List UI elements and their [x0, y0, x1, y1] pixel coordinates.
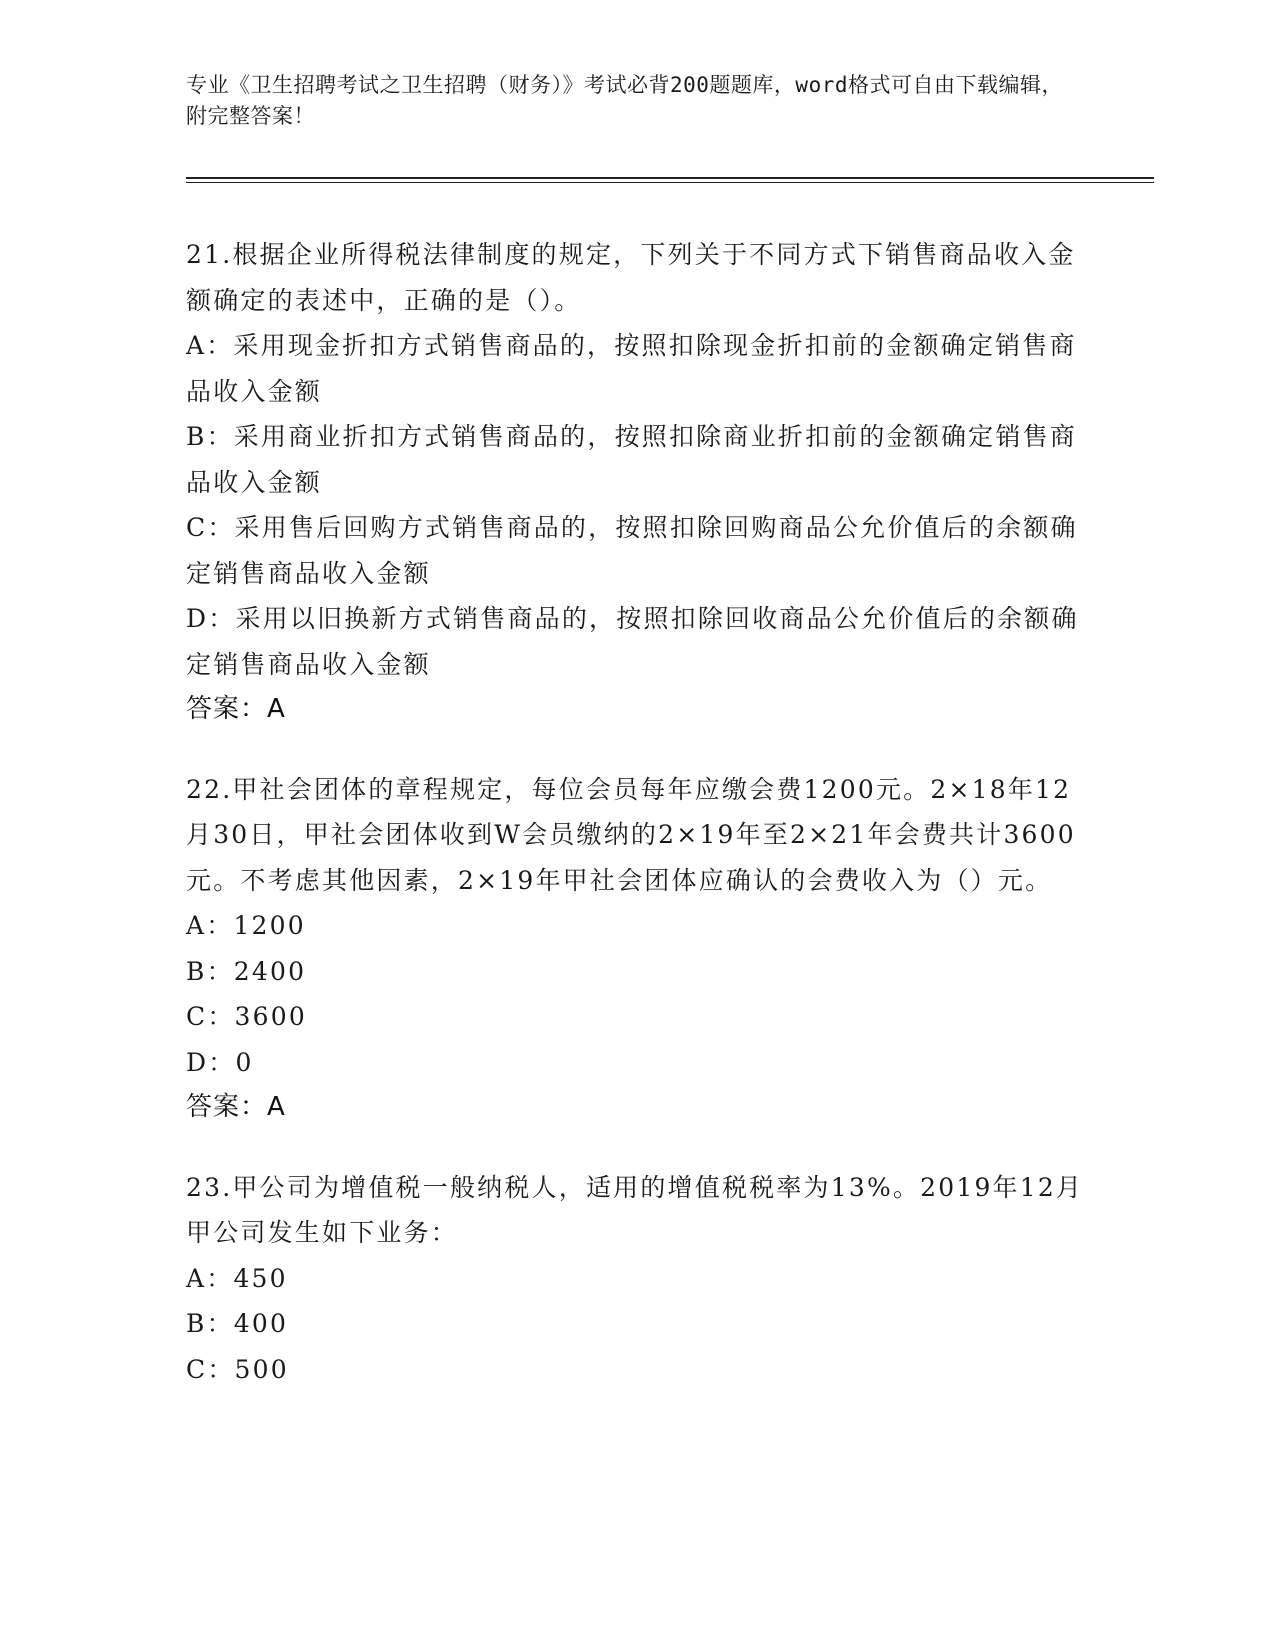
question-21	[186, 232, 1086, 733]
header-divider	[186, 177, 1154, 183]
option-b: B：采用商业折扣方式销售商品的，按照扣除商业折扣前的金额确定销售商品收入金额	[186, 422, 1077, 497]
option-a: A：1200	[186, 911, 306, 940]
question-23	[186, 1165, 1086, 1393]
question-text: 21.根据企业所得税法律制度的规定，下列关于不同方式下销售商品收入金额确定的表述中，正确的是（）。	[186, 240, 1076, 315]
option-b: B：2400	[186, 956, 307, 986]
option-c: C：3600	[186, 1002, 307, 1031]
question-text: 23.甲公司为增值税一般纳税人，适用的增值税税率为13%。2019年12月甲公司发生如下业务：	[186, 1172, 1084, 1247]
option-a: A：450	[186, 1263, 288, 1293]
option-d: D：采用以旧换新方式销售商品的，按照扣除回收商品公允价值后的余额确定销售商品收入金额	[186, 604, 1079, 679]
answer-line: 答案：A	[186, 1092, 286, 1122]
question-list	[186, 232, 1086, 1426]
option-a: A：采用现金折扣方式销售商品的，按照扣除现金折扣前的金额确定销售商品收入金额	[186, 331, 1077, 406]
document-intro: 专业《卫生招聘考试之卫生招聘（财务）》考试必背200题题库，word格式可自由下载编辑，附完整答案！	[186, 73, 1063, 128]
option-c: C：采用售后回购方式销售商品的，按照扣除回购商品公允价值后的余额确定销售商品收入金额	[186, 513, 1078, 588]
question-text: 22.甲社会团体的章程规定，每位会员每年应缴会费1200元。2×18年12月30日，甲社会团体收到W会员缴纳的2×19年至2×21年会费共计3600元。不考虑其他因素，2×19年甲社会团体应确认的会费收入为（）元。	[186, 774, 1076, 895]
question-22	[186, 767, 1086, 1131]
option-d: D：0	[186, 1047, 254, 1077]
answer-line: 答案：A	[186, 694, 286, 724]
option-c: C：500	[186, 1354, 289, 1384]
option-b: B：400	[186, 1309, 289, 1338]
